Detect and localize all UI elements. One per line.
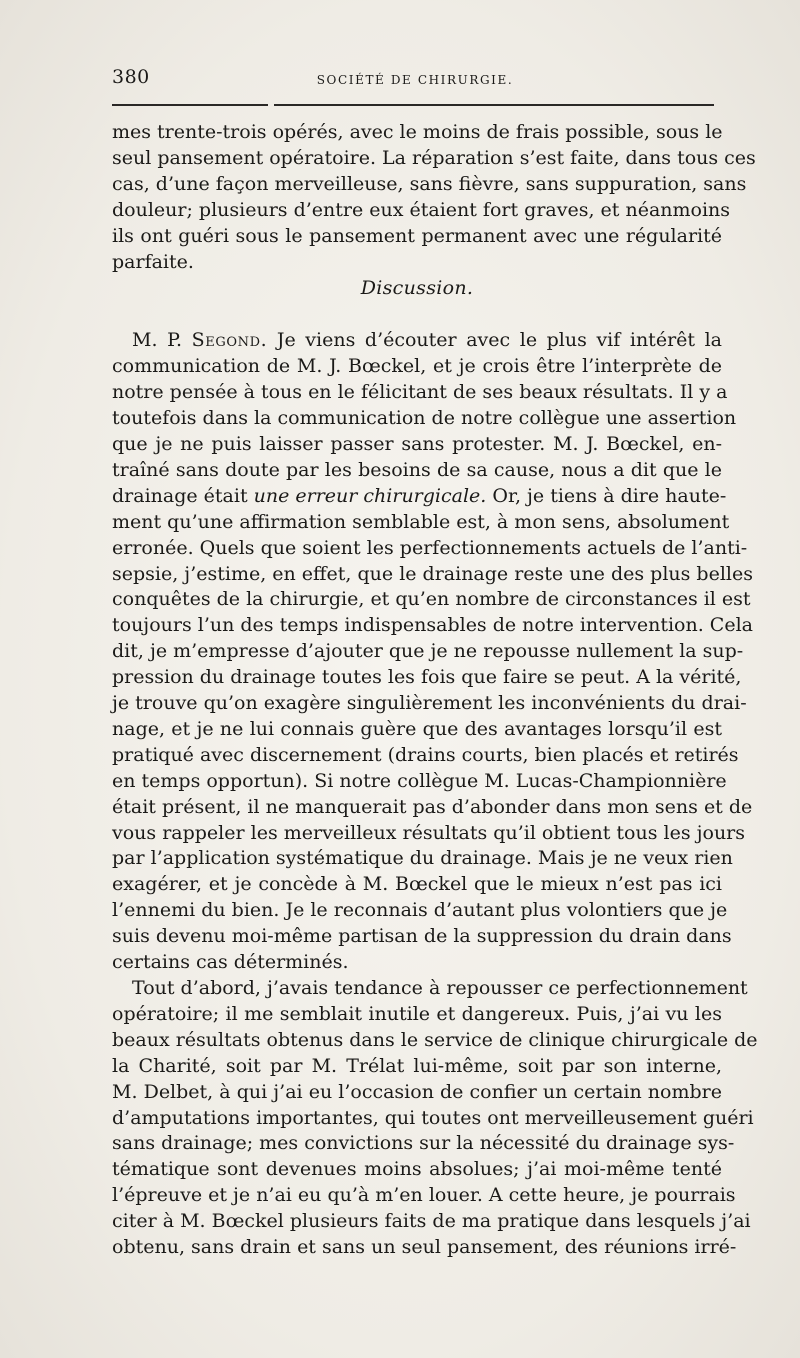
text-line: mes trente-trois opérés, avec le moins de frais possible, sous le [112,121,723,143]
speaker-line [112,328,722,354]
header-rule-left [112,104,268,106]
text-line: en temps opportun). Si notre collègue M. Lucas-Championnière [112,769,727,792]
text-line: par l’application systématique du drainage. Mais je ne veux rien [112,847,733,870]
text-line: d’amputations importantes, qui toutes ont merveilleusement guéri [112,1106,754,1129]
text-line: Tout d’abord, j’avais tendance à repousser ce perfectionnement [132,977,748,999]
text-line: vous rappeler les merveilleux résultats qu’il obtient tous les jours [112,821,746,844]
segond-paragraph [112,328,753,976]
text-line: la Charité, soit par M. Trélat lui-même, soit par son interne, [112,1054,722,1077]
text-line: l’ennemi du bien. Je le reconnais d’autant plus volontiers que je [112,899,728,922]
text-line: seul pansement opératoire. La réparation s’est faite, dans tous ces [112,146,756,169]
text-line: communication de M. J. Bœckel, et je crois être l’interprète de [112,355,722,378]
text-fragment: Je viens d’écouter avec le plus vif intérêt la [276,329,723,352]
text-line: opératoire; il me semblait inutile et dangereux. Puis, j’ai vu les [112,1002,722,1025]
text-line: obtenu, sans drain et sans un seul pansement, des réunions irré- [112,1236,737,1259]
page-body [112,120,758,1261]
text-line: conquêtes de la chirurgie, et qu’en nombre de circonstances il est [112,588,751,611]
text-line [112,484,727,510]
text-line: parfaite. [112,250,194,273]
page-number: 380 [112,66,150,88]
text-line: notre pensée à tous en le félicitant de ses beaux résultats. Il y a [112,381,728,404]
text-line: tématique sont devenues moins absolues; j’ai moi-même tenté [112,1158,722,1181]
speaker-name: Segond. [191,329,268,352]
text-line: traîné sans doute par les besoins de sa cause, nous a dit que le [112,458,722,481]
second-paragraph [112,976,758,1261]
text-line: certains cas déterminés. [112,951,349,974]
text-line: toutefois dans la communication de notre collègue une assertion [112,407,737,430]
text-line: beaux résultats obtenus dans le service de clinique chirurgicale de [112,1028,758,1051]
text-line: était présent, il ne manquerait pas d’abonder dans mon sens et de [112,795,753,818]
text-line: douleur; plusieurs d’entre eux étaient fort graves, et néanmoins [112,198,731,221]
header-rule-right [274,104,714,106]
text-line: citer à M. Bœckel plusieurs faits de ma pratique dans lesquels j’ai [112,1210,751,1233]
text-line: erronée. Quels que soient les perfectionnements actuels de l’anti- [112,536,748,559]
text-line: pratiqué avec discernement (drains courts, bien placés et retirés [112,743,739,766]
text-fragment: drainage était [112,484,248,507]
text-line: cas, d’une façon merveilleuse, sans fièvre, sans suppuration, sans [112,172,747,195]
running-title: SOCIÉTÉ DE CHIRURGIE. [316,73,514,87]
text-line: toujours l’un des temps indispensables de notre intervention. Cela [112,614,753,637]
text-line: sans drainage; mes convictions sur la nécessité du drainage sys- [112,1132,735,1155]
text-line: pression du drainage toutes les fois que faire se peut. A la vérité, [112,666,742,689]
text-line: l’épreuve et je n’ai eu qu’à m’en louer. A cette heure, je pourrais [112,1184,736,1207]
text-line: sepsie, j’estime, en effet, que le drainage reste une des plus belles [112,562,753,585]
text-line: suis devenu moi-même partisan de la suppression du drain dans [112,925,732,948]
text-line: je trouve qu’on exagère singulièrement les inconvénients du drai- [112,692,747,715]
text-line: exagérer, et je concède à M. Bœckel que le mieux n’est pas ici [112,873,722,896]
text-line: ils ont guéri sous le pansement permanent avec une régularité [112,224,722,247]
discussion-heading: Discussion. [360,277,474,300]
italic-quote: une erreur chirurgicale. [253,484,487,507]
text-fragment: Or, je tiens à dire haute- [492,484,727,507]
speaker-prefix: M. P. [132,329,183,352]
page-header [112,66,718,96]
text-line: que je ne puis laisser passer sans protester. M. J. Bœckel, en- [112,432,722,455]
text-line: dit, je m’empresse d’ajouter que je ne repousse nullement la sup- [112,640,744,663]
intro-paragraph [112,120,756,275]
text-line: nage, et je ne lui connais guère que des avantages lorsqu’il est [112,717,722,740]
text-line: M. Delbet, à qui j’ai eu l’occasion de confier un certain nombre [112,1080,722,1103]
text-line: ment qu’une affirmation semblable est, à mon sens, absolument [112,510,730,533]
